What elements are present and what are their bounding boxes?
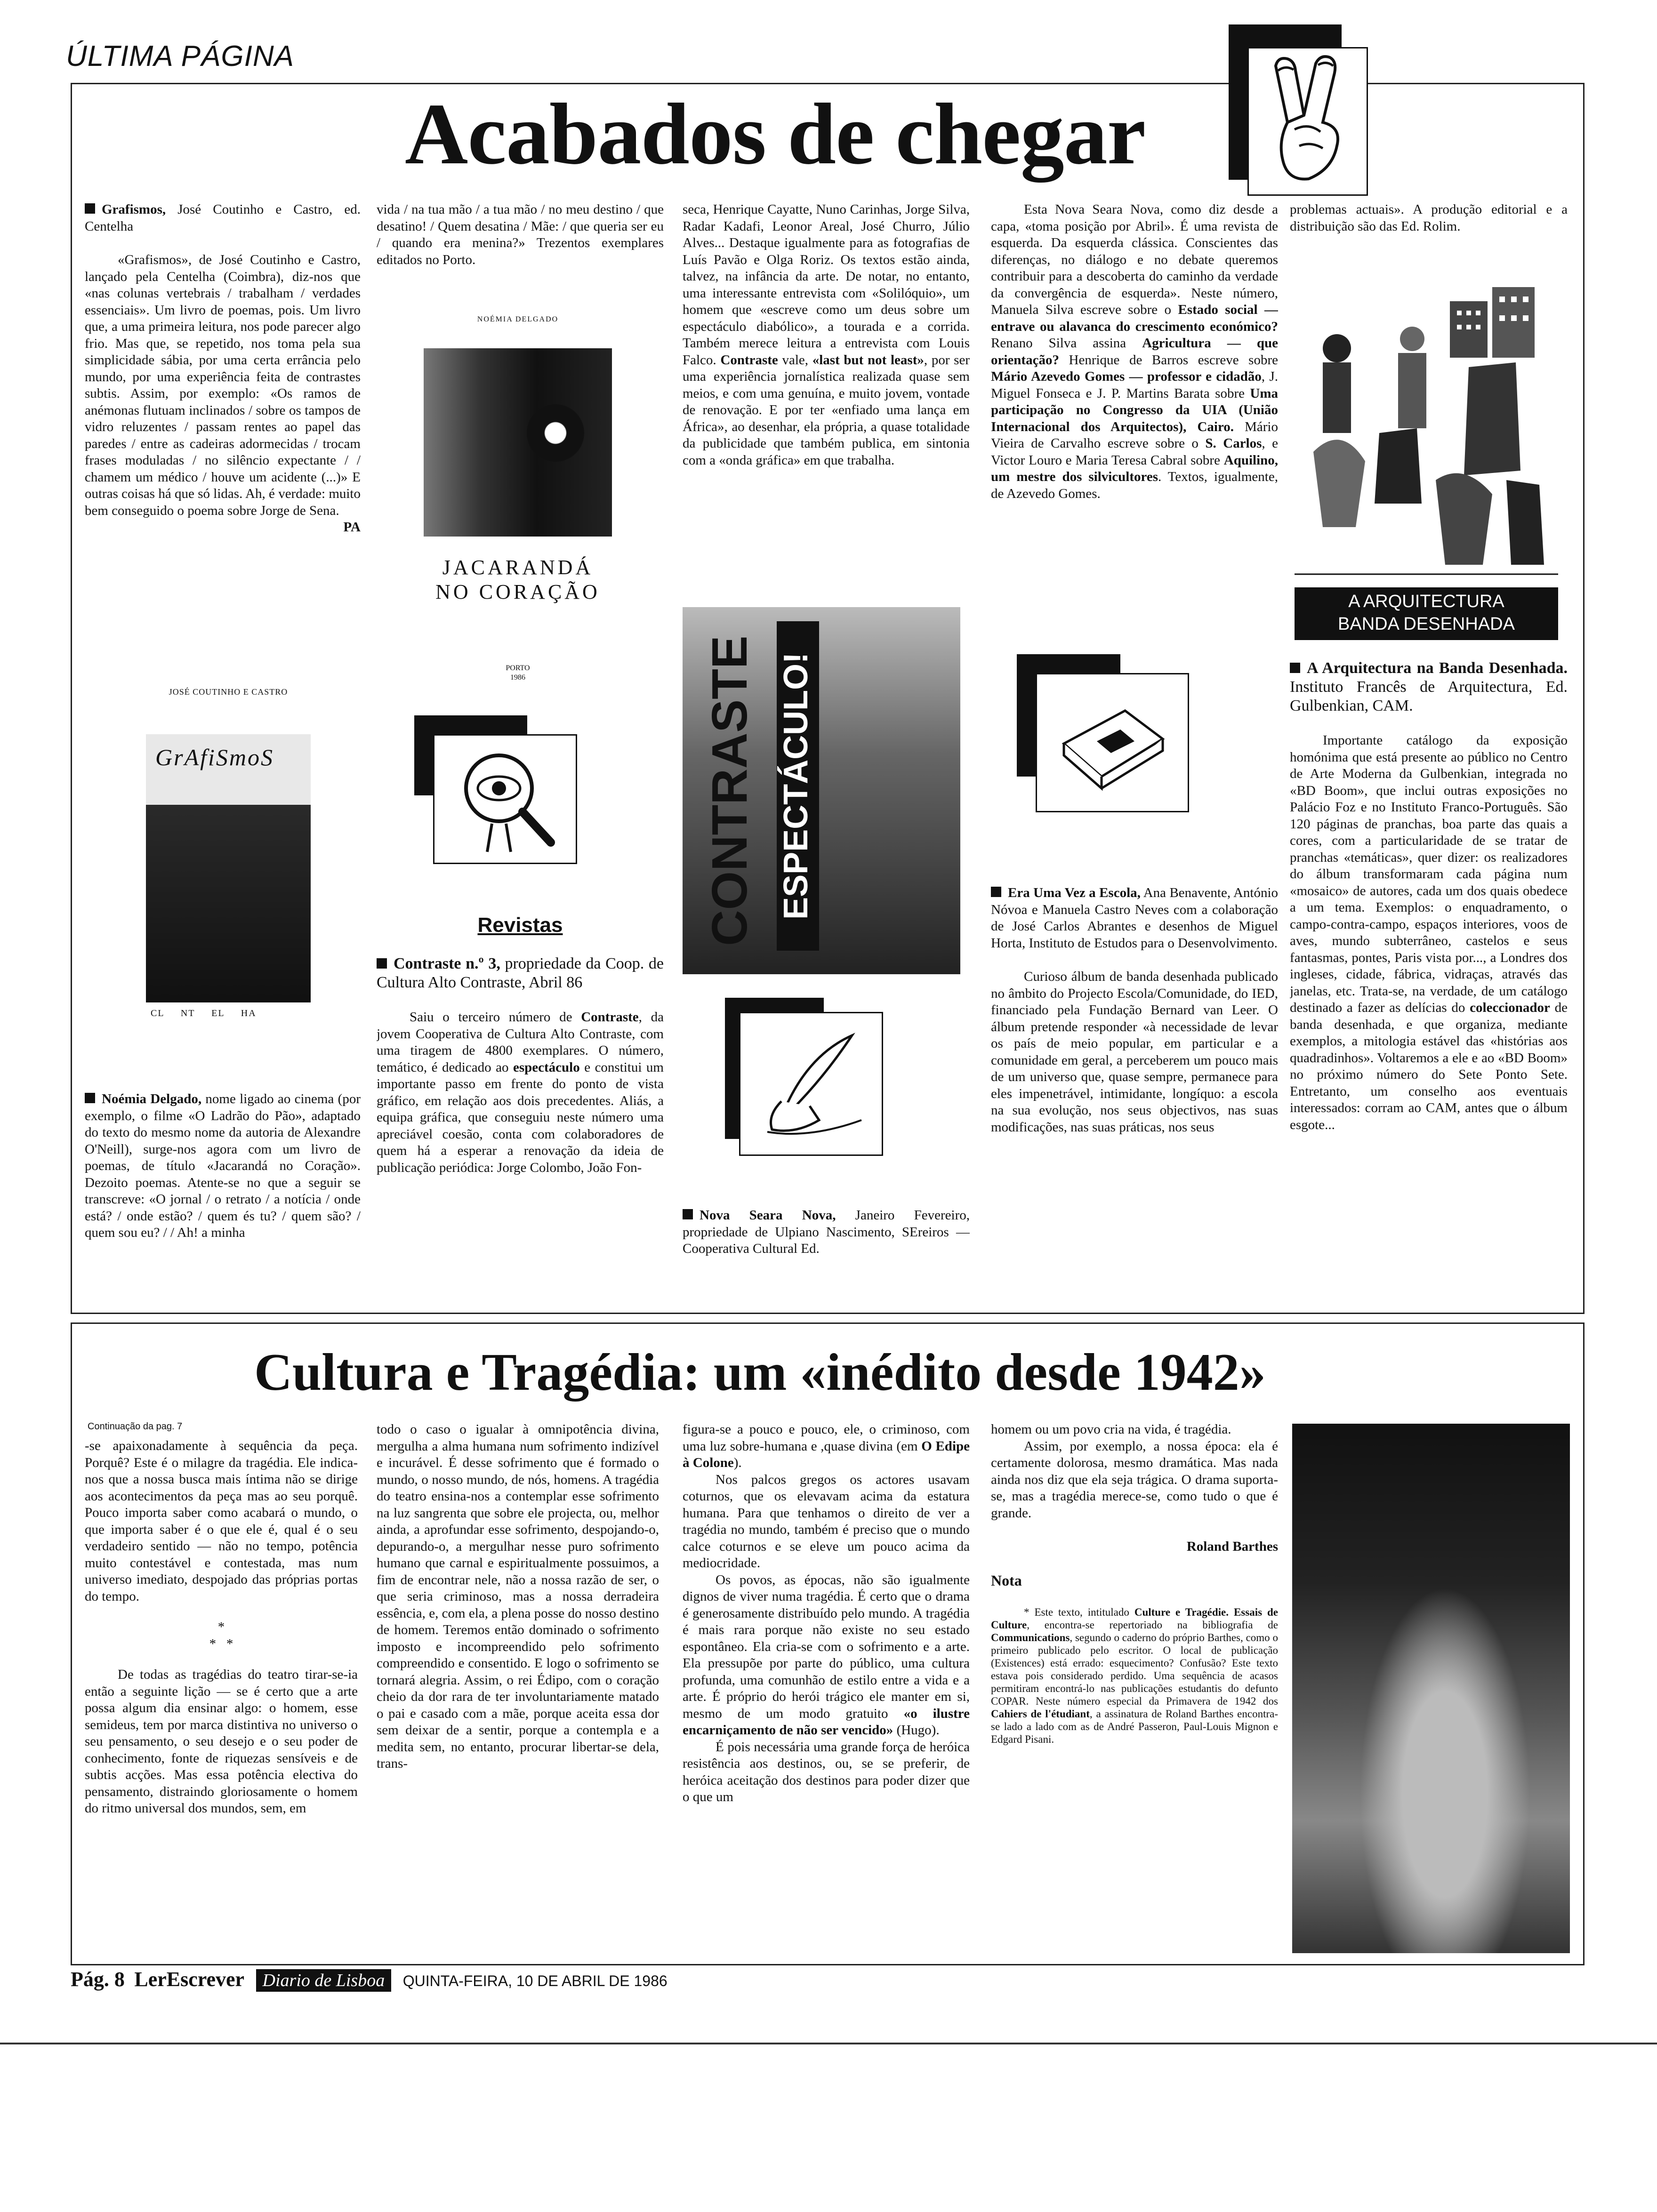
footer-paper-logo: Diario de Lisboa	[256, 1969, 392, 1992]
footer-page: Pág. 8	[71, 1968, 125, 1991]
top-col-5-lower	[1290, 659, 1568, 1299]
escola-credits: Ana Benavente, António Nóvoa e Manuela Castro Neves com a colaboração de José Carlos Abrantes e desenhos de Miguel Horta, Instituto de Estudos para o Desenvolvimento.	[991, 885, 1278, 951]
col4-text-f: Mário Azevedo Gomes — professor e cidadão	[991, 369, 1262, 384]
book-noemia-photo	[424, 348, 612, 537]
barthes-col3-p3-end: (Hugo).	[893, 1723, 940, 1738]
barthes-col4-p2: Assim, por exemplo, a nossa época: ela é certamente dolorosa, mesmo dramática. Mas nada ainda nos diz que ela seja trágica. O drama suporta-se, mas a tragédia merece-se, como tudo o que é grande.	[991, 1438, 1278, 1521]
col4-text-i: Mário Vieira de Carvalho escreve sobre o	[991, 419, 1278, 451]
book-grafismos	[137, 682, 320, 1050]
note-d: Communications	[991, 1632, 1070, 1643]
book-noemia-author: NOÉMIA DELGADO	[477, 315, 559, 323]
note-c: , encontra-se repertoriado na bibliografia de	[1027, 1619, 1278, 1631]
seara-lead: Nova Seara Nova,	[700, 1208, 836, 1223]
grafismos-signature: PA	[343, 520, 361, 535]
arquitectura-lead: A Arquitectura na Banda Desenhada.	[1307, 659, 1568, 677]
barthes-col3-b: O Edipe à Colone	[683, 1438, 970, 1470]
noemia-review: nome ligado ao cinema (por exemplo, o filme «O Ladrão do Pão», adaptado do texto do mesmo nome da autoria de Alexandre O'Neill), surge-nos agora com um livro de poemas, de título «Jacarandá no Coração». Dezoito poemas. Atente-se no que a seguir se transcreve: «O jornal / o retrato / a notícia / onde está? / onde estão? / quem és tu? / quem são? / quem sou eu? / / Ah! a minha	[85, 1091, 361, 1240]
col3-text-e: , por ser uma experiência jornalística realizada quase sem meios, e com uma genuína, e muito jovem, vontade de renovação. E por ter «enfiado uma lança em África», ao desenhar, ela própria, a quase totalidade da publicidade que também publica, em sintonia com a «onda gráfica» em que trabalha.	[683, 352, 970, 468]
contraste-cover-title: CONTRASTE	[702, 635, 757, 946]
arquitectura-caption-box	[1295, 587, 1558, 640]
barthes-col3-p3: Os povos, as épocas, não são igualmente dignos de viver numa tragédia. É certo que o drama é generosamente distribuído pelo mundo. A tragédia é mais rara porque não existe no seu estado espontâneo. Ela cria-se com o sofrimento e a arte. Ela pressupõe por parte do público, uma cultura profunda, uma comunhão de estilo entre a vida e a arte. É próprio do herói trágico ele manter em si, mesmo de um modo gratuito	[683, 1572, 970, 1721]
footer-brand: LerEscrever	[134, 1968, 245, 1991]
col4-text-g: , J. Miguel Fonseca e J. P. Martins Barata sobre	[991, 369, 1278, 401]
bottom-col-2	[377, 1421, 659, 1956]
note-f: Cahiers de l'étudiant	[991, 1708, 1090, 1720]
book-grafismos-cover-image	[146, 734, 311, 1002]
barthes-col3-p3-quote: «o ilustre encarniçamento de não ser vencido»	[683, 1706, 970, 1738]
barthes-photo	[1292, 1424, 1570, 1953]
contraste-text-d: espectáculo	[513, 1059, 580, 1075]
note-a: * Este texto, intitulado	[1024, 1606, 1134, 1618]
note-b: Culture e Tragédie. Essais de Culture	[991, 1606, 1278, 1631]
col4-text-k: , e Victor Louro e Maria Teresa Cabral sobre	[991, 436, 1278, 468]
magnifier-eye-icon	[452, 744, 560, 857]
top-col-4	[991, 201, 1278, 644]
top-col-2-lower	[377, 913, 664, 1308]
top-col-4-lower	[991, 885, 1278, 1299]
book-grafismos-author: JOSÉ COUTINHO E CASTRO	[169, 687, 288, 697]
grafismos-credits: José Coutinho e Castro, ed. Centelha	[85, 202, 361, 234]
revistas-heading-text: Revistas	[477, 914, 563, 937]
arquitectura-text-c: de banda desenhada, e que organiza, mediante exemplos, a mitologia estável das «histórias aos quadradinhos». Voltaremos a ele e ao «BD Boom» no próximo número do Sete Ponto Sete. Entretanto, um conselho aos eventuais interessados: corram ao CAM, antes que o álbum esgote...	[1290, 1000, 1568, 1132]
escola-review: Curioso álbum de banda desenhada publicado no âmbito do Projecto Escola/Comunidade, do IED, financiado pela Fundação Bernard van Leer. O álbum pretende responder «à necessidade de levar os país de meio popular, em particular e a comunidade em geral, a perceberem um pouco mais de um universo que, quase sempre, permanece para eles impenetrável, intimidante, longíquo: a escola na sua evolução, nos seus objectivos, nas suas modificações, nas suas práticas, nos seus	[991, 969, 1278, 1135]
arquitectura-text-b: coleccionador	[1470, 1000, 1550, 1015]
top-col-1-lower	[85, 1091, 361, 1298]
seara-credits: Janeiro Fevereiro, propriedade de Ulpiano Nascimento, SEreiros — Cooperativa Cultural Ed.	[683, 1208, 970, 1256]
top-col-1	[85, 201, 361, 663]
bottom-headline: Cultura e Tragédia: um «inédito desde 1942»	[254, 1343, 1266, 1402]
book-icon	[1054, 697, 1172, 791]
footer	[71, 1967, 1577, 1996]
contraste-lead: Contraste n.º 3,	[394, 955, 500, 972]
col3-text-d: «last but not least»	[812, 352, 924, 368]
col4-text-a: Esta Nova Seara Nova, como diz desde a capa, «toma posição por Abril». É uma revista de esquerda. Da esquerda clássica. Conscientes das diferenças, no diálogo e no debate queremos contribuir para a descoberta do caminho da verdade da convergência de esquerda». Neste número, Manuela Silva escreve sobre o	[991, 202, 1278, 317]
grafismos-lead: Grafismos,	[102, 202, 166, 217]
book-noemia-title-2: NO CORAÇÃO	[435, 580, 600, 603]
contraste-text-c: , da jovem Cooperativa de Cultura Alto Contraste, com uma tiragem de 4800 exemplares. O número, temático, é dedicado ao	[377, 1010, 664, 1075]
bullet-square-icon	[85, 203, 95, 214]
col4-text-m: . Textos, igualmente, de Azevedo Gomes.	[991, 469, 1278, 501]
section-stars: * * *	[209, 1619, 233, 1651]
note-e: , segundo o caderno do próprio Barthes, como o primeiro publicado pelo escritor. O local de publicação (Existences) está errado: esquecimento? Confusão? Este texto estava pois considerado perdido. Uma sequência de acasos permitiram encontrá-lo nas publicações estudantis do defunto COPAR. Neste número especial da Primavera de 1942 dos	[991, 1632, 1278, 1707]
barthes-col3-p4: É pois necessária uma grande força de heróica resistência aos destinos, ou, se se preferir, de heróica aceitação dos destinos para poder dizer que o que um	[683, 1739, 970, 1804]
continued-note: Continuação da pag. 7	[88, 1421, 183, 1432]
escola-continued: problemas actuais». A produção editorial e a distribuição são das Ed. Rolim.	[1290, 202, 1568, 234]
contraste-cover-subtitle: ESPECTÁCULO!	[777, 621, 819, 951]
bullet-square-icon	[991, 887, 1001, 897]
top-col-3	[683, 201, 970, 592]
arquitectura-text-a: Importante catálogo da exposição homónima que está presente ao público no Centro de Arte Moderna da Gulbenkian, integrada no «BD Boom», que inclui outras exposições no Palácio Foz e no Instituto Franco-Português. São 120 páginas de pranchas, boa parte das quais a cores, com a particularidade de se tratar de pranchas «temáticas», quer dizer: os realizadores do álbum transformaram cada página num «mosaico» de autores, cada um dos quais obedece a um tema. Exemplos: o enquadramento, o campo-contra-campo, espaços interiores, voos de aves, mundo subterrâneo, castelos e seus fantasmas, pontes, Paris vista por..., a Londres dos ingleses, cidade, fábrica, vidraças, através das janelas, etc. Trata-se, na verdade, de um catálogo destinado a fazer as delícias do	[1290, 733, 1568, 1015]
barthes-col1-p1: -se apaixonadamente à sequência da peça. Porquê? Este é o milagre da tragédia. Ele indica-nos que a nossa busca mais íntima não se dirige aos acontecimentos da peça mas ao seu porquê. Pouco importa saber como acabará o mundo, o que importa saber é o que ele é, qual é o seu verdadeiro sentido — não no tempo, potência muito contestável e contestada, mas num universo imediato, despojado das próprias portas do tempo.	[85, 1438, 358, 1604]
book-grafismos-publisher: CL NT EL HA	[151, 1008, 257, 1018]
footer-rule	[0, 2043, 1657, 2044]
footer-date: QUINTA-FEIRA, 10 DE ABRIL DE 1986	[402, 1972, 668, 1989]
barthes-col4-p1: homem ou um povo cria na vida, é tragédia.	[991, 1422, 1231, 1437]
contraste-text-b: Contraste	[581, 1010, 639, 1025]
bullet-square-icon	[1290, 663, 1300, 673]
col3-text-a: seca, Henrique Cayatte, Nuno Carinhas, Jorge Silva, Radar Kadafi, Leonor Areal, José Churro, Júlio Alves... Destaque igualmente para as fotografias de Luís Pavão e Olga Roriz. Os textos estão ainda, talvez, na infância da arte. De notar, no entanto, uma interessante entrevista com «Solilóquio», um homem que «escreve como um deus sobre um espectáculo diabólico», a tourada e a corrida. Também merece leitura a entrevista com Louis Falco.	[683, 202, 970, 368]
bottom-col-1	[85, 1438, 358, 1956]
barthes-col3-a: figura-se a pouco e pouco, ele, o criminoso, com uma luz sobre-humana e ,quase divina (em	[683, 1422, 970, 1454]
col4-text-d: Agricultura — que orientação?	[991, 336, 1278, 368]
contraste-cover	[683, 607, 960, 974]
arquitectura-illustration	[1295, 282, 1558, 584]
arquitectura-caption-2: BANDA DESENHADA	[1338, 614, 1515, 634]
col3-text-c: vale,	[778, 352, 812, 368]
noemia-lead: Noémia Delgado,	[102, 1091, 202, 1106]
col4-text-l: Aquilino, um mestre dos silvicultores	[991, 452, 1278, 484]
col4-text-e: Henrique de Barros escreve sobre	[1059, 352, 1278, 368]
book-noemia-title-1: JACARANDÁ	[442, 556, 594, 579]
grafismos-review: «Grafismos», de José Coutinho e Castro, lançado pela Centelha (Coimbra), diz-nos que «nas colunas vertebrais / trabalham / verdades essenciais». Um livro de poemas, pois. Um livro que, a uma primeira leitura, nos pode parecer algo frio. Mas que, se repetido, nos toma pela sua simplicidade sábia, por uma certa errância pelo mundo, por uma experiência feita de contrastes subtis. Assim, por exemplo: «Os ramos de anémonas flutuam inclinados / sobre os tampos de vidro reluzentes / passam rentes ao papel das paredes / entre as cadeiras adormecidas / trocam frases moduladas / no silêncio expectante / / chamem um médico / houve um acidente (...)» E outras coisas há que só lidas. Ah, é verdade: muito bem conseguido o poema sobre Jorge de Sena.	[85, 252, 361, 518]
col3-text-b: Contraste	[720, 352, 778, 368]
bottom-col-3	[683, 1421, 970, 1956]
barthes-col1-p2: De todas as tragédias do teatro tirar-se-ia então a seguinte lição — se é certo que a arte possa algum dia ensinar algo: o homem, esse semideus, tem por marca distintiva no universo o seu pensamento, o seu desejo e o seu poder de conhecimento, fonte de riquezas sensíveis e de subtis acções. Mas essa potência electiva do pensamento, distraindo gloriosamente o homem do ritmo universal dos mundos, sem, em	[85, 1667, 358, 1816]
noemia-continued: vida / na tua mão / a tua mão / no meu destino / que desatino! / Quem desatina / Mãe: / que queria ser eu / quando era menina?» Trezentos exemplares editados no Porto.	[377, 202, 664, 267]
barthes-col3-c: ).	[733, 1455, 742, 1470]
col4-text-h: Uma participação no Congresso da UIA (União Internacional dos Arquitectos), Cairo.	[991, 385, 1278, 434]
contraste-text-e: e constitui um importante passo em frente do ponto de vista gráfico, em relação aos dois precedentes. Aliás, a equipa gráfica, que conseguiu neste número uma apreciável coesão, conta com colaboradores de quem há a esperar a renovação da ideia de publicação periódica: Jorge Colombo, João Fon-	[377, 1059, 664, 1175]
barthes-col2-p1: todo o caso o igualar à omnipotência divina, mergulha a alma humana num sofrimento indizível e incurável. É desse sofrimento que é formado o mundo, o nosso mundo, de nós, homens. A tragédia do teatro ensina-nos a contemplar esse sofrimento na luz sangrenta que sobre ele projecta, ou, melhor ainda, a aprofundar esse sofrimento, despojando-o, depurando-o, a mergulhar nesse puro sofrimento humano que carnal e espiritualmente possuimos, a fim de encontrar nele, não a nossa razão de ser, o que seria criminoso, mas a nossa derradeira essência, e, com ela, a plena posse do nosso destino de homem. Teremos então dominado o sofrimento imposto e incompreendido pelo sofrimento compreendido e consentido. E logo o sofrimento se tornará alegria. Assim, o rei Édipo, com o coração cheio da dor rara de ter involuntariamente matado o pai e casado com a mãe, porque aceita essa dor sem deixar de a sentir, porque a contempla e a medita sem, no entanto, procurar libertar-se dela, trans-	[377, 1422, 659, 1771]
revistas-heading	[377, 913, 664, 938]
feather-hand-icon	[753, 1026, 871, 1144]
barthes-col3-p2: Nos palcos gregos os actores usavam coturnos, que os elevavam acima da estatura humana. Para que tenhamos o direito de ver a tragédia no mundo, também é preciso que o mundo calce coturnos e se eleve um pouco acima da mediocridade.	[683, 1472, 970, 1571]
contraste-text-a: Saiu o terceiro número de	[410, 1010, 581, 1025]
victory-hand-icon	[1262, 52, 1356, 188]
section-label: ÚLTIMA PÁGINA	[66, 40, 294, 72]
contraste-credits: propriedade da Coop. de Cultura Alto Contraste, Abril 86	[377, 955, 664, 991]
arquitectura-credits: Instituto Francês de Arquitectura, Ed. Gulbenkian, CAM.	[1290, 678, 1568, 714]
col4-text-c: Renano Silva assina	[991, 336, 1142, 351]
bullet-square-icon	[85, 1093, 95, 1103]
escola-lead: Era Uma Vez a Escola,	[1008, 885, 1141, 900]
col4-text-b: Estado social — entrave ou alavanca do crescimento económico?	[991, 302, 1278, 334]
top-headline: Acabados de chegar	[405, 86, 1146, 183]
bullet-square-icon	[683, 1209, 693, 1219]
arquitectura-caption-1: A ARQUITECTURA	[1348, 592, 1504, 611]
book-noemia-publisher: PORTO 1986	[506, 664, 530, 681]
bottom-col-4	[991, 1421, 1278, 1956]
barthes-signature: Roland Barthes	[1186, 1539, 1278, 1554]
top-col-3-lower	[683, 1207, 970, 1297]
nota-heading: Nota	[991, 1571, 1022, 1589]
top-col-2	[377, 201, 664, 305]
comic-figures-image	[1295, 282, 1558, 584]
note-g: , a assinatura de Roland Barthes encontra-se lado a lado com as de André Passeron, Paul-Louis Mignon e Edgard Pisani.	[991, 1708, 1278, 1745]
col4-text-j: S. Carlos	[1205, 436, 1262, 451]
top-col-5	[1290, 201, 1568, 267]
book-grafismos-title: GrAfiSmoS	[155, 744, 274, 770]
bullet-square-icon	[377, 958, 387, 969]
book-noemia	[395, 306, 640, 692]
